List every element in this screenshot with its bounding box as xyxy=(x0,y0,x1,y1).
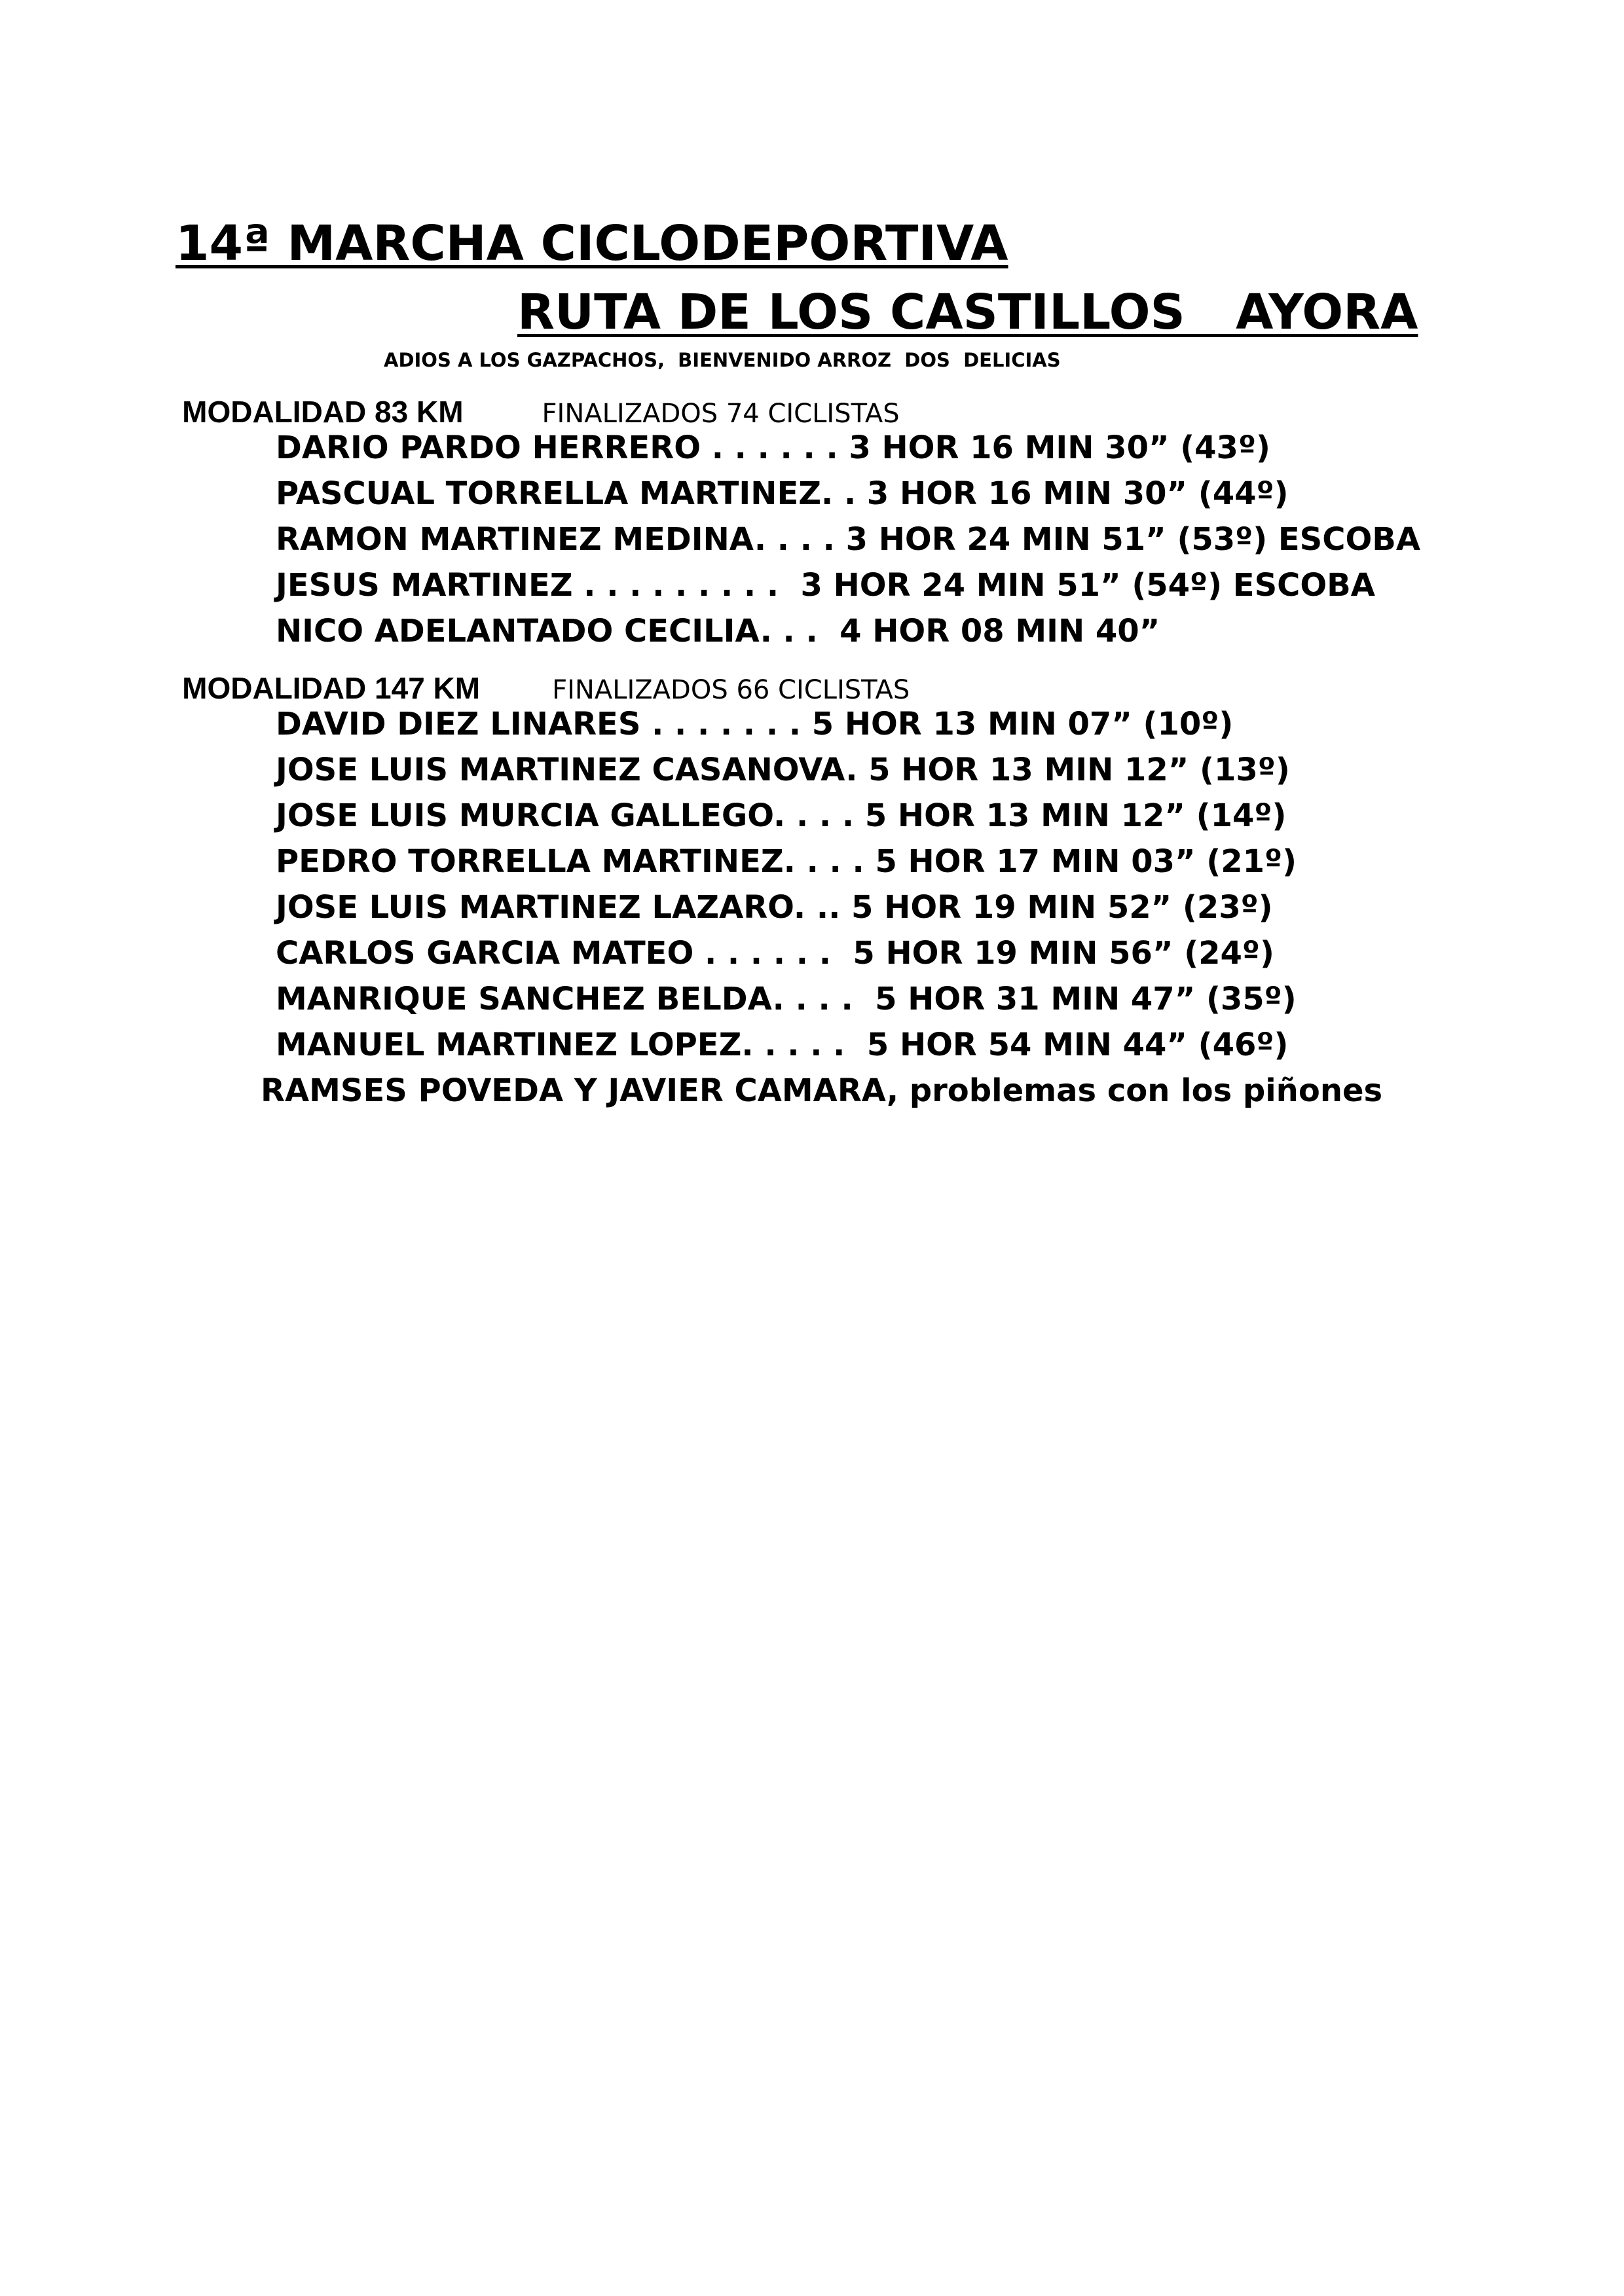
result-row: NICO ADELANTADO CECILIA. . . 4 HOR 08 MIN 40” xyxy=(276,613,1160,649)
footnote: RAMSES POVEDA Y JAVIER CAMARA, problemas con los piñones xyxy=(261,1072,1383,1109)
result-row: JOSE LUIS MARTINEZ LAZARO. .. 5 HOR 19 MIN 52” (23º) xyxy=(276,889,1273,926)
title-line-2: RUTA DE LOS CASTILLOS AYORA xyxy=(517,284,1418,340)
result-row: JOSE LUIS MURCIA GALLEGO. . . . 5 HOR 13 MIN 12” (14º) xyxy=(276,797,1287,834)
modalidad-83-label: MODALIDAD 83 KM xyxy=(182,395,464,429)
modalidad-83-header xyxy=(175,386,900,427)
result-row: MANRIQUE SANCHEZ BELDA. . . . 5 HOR 31 MIN 47” (35º) xyxy=(276,981,1297,1017)
subtitle: ADIOS A LOS GAZPACHOS, BIENVENIDO ARROZ DOS DELICIAS xyxy=(384,349,1061,371)
modalidad-147-header xyxy=(175,663,910,703)
modalidad-83-info: FINALIZADOS 74 CICLISTAS xyxy=(542,399,900,429)
result-row: PEDRO TORRELLA MARTINEZ. . . . 5 HOR 17 MIN 03” (21º) xyxy=(276,843,1297,880)
result-row: CARLOS GARCIA MATEO . . . . . . 5 HOR 19 MIN 56” (24º) xyxy=(276,935,1274,972)
result-row: PASCUAL TORRELLA MARTINEZ. . 3 HOR 16 MIN 30” (44º) xyxy=(276,475,1289,512)
modalidad-147-info: FINALIZADOS 66 CICLISTAS xyxy=(552,675,910,705)
result-row: JESUS MARTINEZ . . . . . . . . . 3 HOR 24 MIN 51” (54º) ESCOBA xyxy=(276,567,1375,604)
modalidad-147-label: MODALIDAD 147 KM xyxy=(182,671,481,705)
result-row: RAMON MARTINEZ MEDINA. . . . 3 HOR 24 MIN 51” (53º) ESCOBA xyxy=(276,521,1421,558)
title-line-1: 14ª MARCHA CICLODEPORTIVA xyxy=(175,215,1008,272)
result-row: DAVID DIEZ LINARES . . . . . . . 5 HOR 13 MIN 07” (10º) xyxy=(276,706,1234,742)
result-row: JOSE LUIS MARTINEZ CASANOVA. 5 HOR 13 MIN 12” (13º) xyxy=(276,752,1290,788)
result-row: DARIO PARDO HERRERO . . . . . . 3 HOR 16 MIN 30” (43º) xyxy=(276,429,1270,466)
result-row: MANUEL MARTINEZ LOPEZ. . . . . 5 HOR 54 MIN 44” (46º) xyxy=(276,1027,1289,1063)
